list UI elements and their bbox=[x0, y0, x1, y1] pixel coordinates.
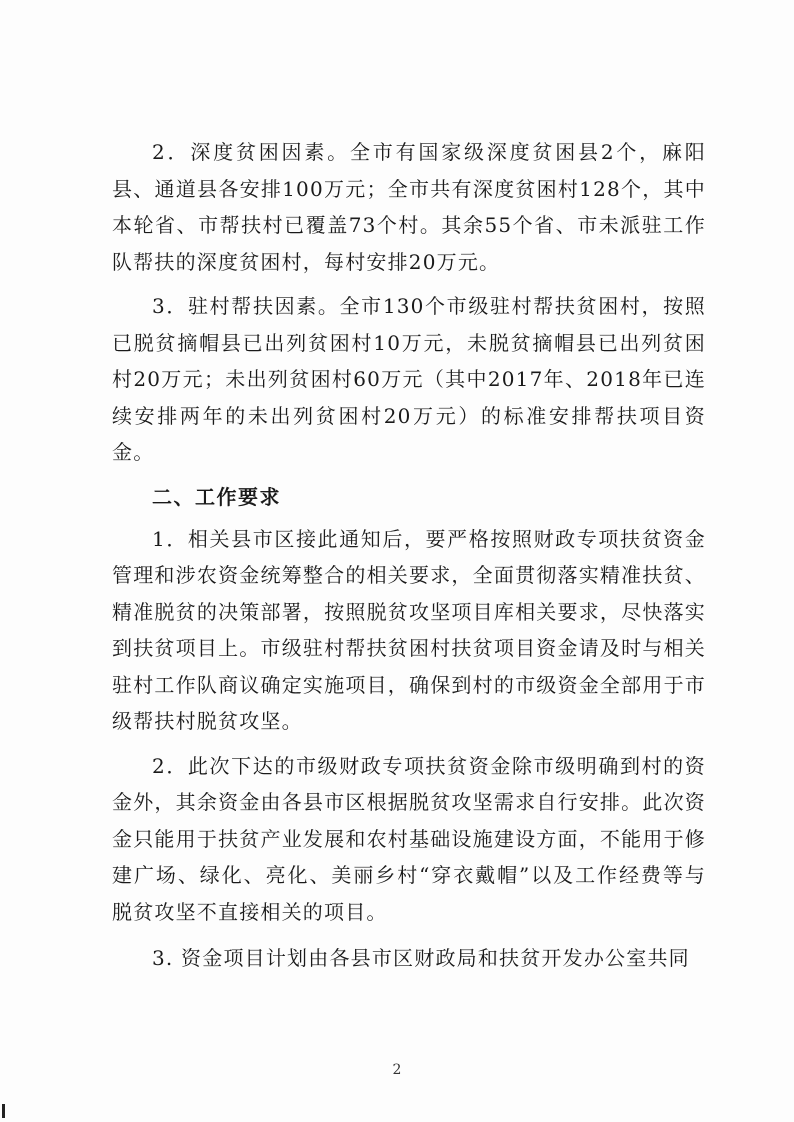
requirement-item-2: 2．此次下达的市级财政专项扶贫资金除市级明确到村的资金外，其余资金由各县市区根据脱贫攻坚需求自行安排。此次资金只能用于扶贫产业发展和农村基础设施建设方面，不能用于修建广场、绿化、亮化、美丽乡村“穿衣戴帽”以及工作经费等与脱贫攻坚不直接相关的项目。 bbox=[112, 753, 706, 924]
paragraph-village-assistance: 3．驻村帮扶因素。全市130个市级驻村帮扶贫困村，按照已脱贫摘帽县已出列贫困村10万元，未脱贫摘帽县已出列贫困村20万元；未出列贫困村60万元（其中2017年、2018年已连续安排两年的未出列贫困村20万元）的标准安排帮扶项目资金。 bbox=[112, 294, 706, 464]
document-body bbox=[112, 134, 706, 977]
requirement-item-3: 3. 资金项目计划由各县市区财政局和扶贫开发办公室共同 bbox=[152, 946, 690, 970]
paragraph-deep-poverty: 2．深度贫困因素。全市有国家级深度贫困县2个，麻阳县、通道县各安排100万元；全市共有深度贫困村128个，其中本轮省、市帮扶村已覆盖73个村。其余55个省、市未派驻工作队帮扶的深度贫困村，每村安排20万元。 bbox=[112, 140, 706, 274]
scan-edge-mark bbox=[2, 1104, 5, 1118]
page-number: 2 bbox=[392, 1062, 402, 1078]
requirement-item-1: 1．相关县市区接此通知后，要严格按照财政专项扶贫资金管理和涉农资金统筹整合的相关要求，全面贯彻落实精准扶贫、精准脱贫的决策部署，按照脱贫攻坚项目库相关要求，尽快落实到扶贫项目上。市级驻村帮扶贫困村扶贫项目资金请及时与相关驻村工作队商议确定实施项目，确保到村的市级资金全部用于市级帮扶村脱贫攻坚。 bbox=[112, 526, 706, 733]
section-heading: 二、工作要求 bbox=[152, 484, 281, 509]
